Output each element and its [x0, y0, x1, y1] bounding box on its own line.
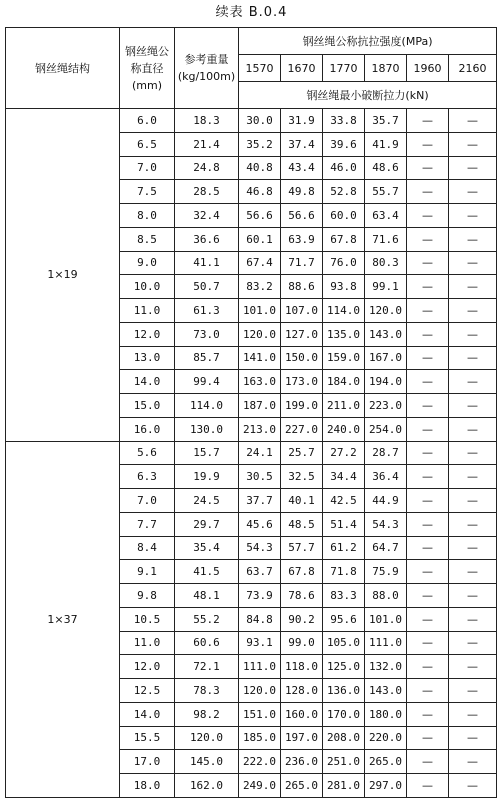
- force-cell: 40.8: [239, 156, 281, 180]
- force-cell: —: [407, 322, 449, 346]
- force-cell: 151.0: [239, 702, 281, 726]
- force-cell: 48.5: [281, 512, 323, 536]
- force-cell: —: [407, 204, 449, 228]
- force-cell: 31.9: [281, 109, 323, 133]
- force-cell: 125.0: [323, 655, 365, 679]
- force-cell: 265.0: [365, 750, 407, 774]
- force-cell: 28.7: [365, 441, 407, 465]
- force-cell: 67.8: [281, 560, 323, 584]
- force-cell: 71.7: [281, 251, 323, 275]
- force-cell: —: [449, 702, 497, 726]
- force-cell: 71.8: [323, 560, 365, 584]
- force-cell: —: [407, 441, 449, 465]
- force-cell: 249.0: [239, 774, 281, 798]
- force-cell: 44.9: [365, 489, 407, 513]
- diameter-cell: 7.0: [120, 156, 175, 180]
- force-cell: —: [407, 180, 449, 204]
- weight-cell: 28.5: [175, 180, 239, 204]
- force-cell: 227.0: [281, 417, 323, 441]
- force-cell: 36.4: [365, 465, 407, 489]
- force-cell: —: [449, 631, 497, 655]
- force-cell: 93.8: [323, 275, 365, 299]
- weight-cell: 130.0: [175, 417, 239, 441]
- force-cell: 51.4: [323, 512, 365, 536]
- force-cell: 88.0: [365, 584, 407, 608]
- force-cell: —: [407, 489, 449, 513]
- force-cell: —: [407, 132, 449, 156]
- force-cell: —: [407, 560, 449, 584]
- force-cell: 211.0: [323, 394, 365, 418]
- header-strength: 1570: [239, 55, 281, 82]
- force-cell: 99.1: [365, 275, 407, 299]
- force-cell: 127.0: [281, 322, 323, 346]
- force-cell: 33.8: [323, 109, 365, 133]
- force-cell: 265.0: [281, 774, 323, 798]
- force-cell: 170.0: [323, 702, 365, 726]
- weight-cell: 41.1: [175, 251, 239, 275]
- diameter-cell: 14.0: [120, 702, 175, 726]
- force-cell: 197.0: [281, 726, 323, 750]
- force-cell: 73.9: [239, 584, 281, 608]
- header-strength: 1770: [323, 55, 365, 82]
- weight-cell: 99.4: [175, 370, 239, 394]
- diameter-cell: 11.0: [120, 631, 175, 655]
- weight-cell: 15.7: [175, 441, 239, 465]
- force-cell: —: [407, 607, 449, 631]
- force-cell: 107.0: [281, 299, 323, 323]
- force-cell: 60.1: [239, 227, 281, 251]
- force-cell: —: [449, 275, 497, 299]
- force-cell: 128.0: [281, 679, 323, 703]
- force-cell: —: [407, 750, 449, 774]
- force-cell: 78.6: [281, 584, 323, 608]
- force-cell: 105.0: [323, 631, 365, 655]
- force-cell: —: [407, 227, 449, 251]
- force-cell: 35.2: [239, 132, 281, 156]
- force-cell: 41.9: [365, 132, 407, 156]
- force-cell: 57.7: [281, 536, 323, 560]
- force-cell: 251.0: [323, 750, 365, 774]
- force-cell: 95.6: [323, 607, 365, 631]
- force-cell: 114.0: [323, 299, 365, 323]
- diameter-cell: 12.5: [120, 679, 175, 703]
- force-cell: —: [449, 465, 497, 489]
- diameter-cell: 10.5: [120, 607, 175, 631]
- force-cell: 27.2: [323, 441, 365, 465]
- force-cell: 88.6: [281, 275, 323, 299]
- force-cell: —: [449, 536, 497, 560]
- force-cell: 199.0: [281, 394, 323, 418]
- force-cell: —: [407, 275, 449, 299]
- force-cell: 45.6: [239, 512, 281, 536]
- table-caption: 续表 B.0.4: [215, 5, 288, 20]
- header-structure: 钢丝绳结构: [6, 28, 120, 109]
- diameter-cell: 15.0: [120, 394, 175, 418]
- force-cell: 71.6: [365, 227, 407, 251]
- diameter-cell: 6.5: [120, 132, 175, 156]
- table-row: [6, 109, 497, 133]
- force-cell: —: [407, 394, 449, 418]
- force-cell: 281.0: [323, 774, 365, 798]
- force-cell: 194.0: [365, 370, 407, 394]
- weight-cell: 24.5: [175, 489, 239, 513]
- force-cell: —: [407, 702, 449, 726]
- force-cell: —: [449, 370, 497, 394]
- force-cell: —: [449, 512, 497, 536]
- force-cell: 173.0: [281, 370, 323, 394]
- weight-cell: 24.8: [175, 156, 239, 180]
- weight-cell: 60.6: [175, 631, 239, 655]
- force-cell: —: [407, 655, 449, 679]
- weight-cell: 78.3: [175, 679, 239, 703]
- diameter-cell: 9.8: [120, 584, 175, 608]
- force-cell: —: [407, 679, 449, 703]
- force-cell: 83.3: [323, 584, 365, 608]
- weight-cell: 50.7: [175, 275, 239, 299]
- force-cell: 101.0: [239, 299, 281, 323]
- diameter-cell: 7.0: [120, 489, 175, 513]
- diameter-cell: 8.0: [120, 204, 175, 228]
- weight-cell: 73.0: [175, 322, 239, 346]
- force-cell: 76.0: [323, 251, 365, 275]
- force-cell: 46.8: [239, 180, 281, 204]
- force-cell: 120.0: [365, 299, 407, 323]
- header-strength: 1960: [407, 55, 449, 82]
- force-cell: 80.3: [365, 251, 407, 275]
- force-cell: 30.0: [239, 109, 281, 133]
- force-cell: —: [449, 726, 497, 750]
- header-force-group: 钢丝绳最小破断拉力(kN): [239, 82, 497, 109]
- force-cell: 34.4: [323, 465, 365, 489]
- diameter-cell: 18.0: [120, 774, 175, 798]
- force-cell: 185.0: [239, 726, 281, 750]
- force-cell: 118.0: [281, 655, 323, 679]
- force-cell: 56.6: [239, 204, 281, 228]
- force-cell: —: [407, 512, 449, 536]
- weight-cell: 145.0: [175, 750, 239, 774]
- force-cell: 120.0: [239, 322, 281, 346]
- diameter-cell: 14.0: [120, 370, 175, 394]
- diameter-cell: 9.1: [120, 560, 175, 584]
- force-cell: —: [449, 417, 497, 441]
- force-cell: —: [449, 750, 497, 774]
- weight-cell: 120.0: [175, 726, 239, 750]
- force-cell: 101.0: [365, 607, 407, 631]
- force-cell: 254.0: [365, 417, 407, 441]
- force-cell: 111.0: [365, 631, 407, 655]
- force-cell: —: [407, 584, 449, 608]
- force-cell: 46.0: [323, 156, 365, 180]
- force-cell: 56.6: [281, 204, 323, 228]
- force-cell: 60.0: [323, 204, 365, 228]
- force-cell: 25.7: [281, 441, 323, 465]
- force-cell: 150.0: [281, 346, 323, 370]
- force-cell: —: [407, 251, 449, 275]
- wire-rope-table: [5, 27, 497, 798]
- force-cell: 63.7: [239, 560, 281, 584]
- force-cell: 160.0: [281, 702, 323, 726]
- force-cell: 136.0: [323, 679, 365, 703]
- diameter-cell: 5.6: [120, 441, 175, 465]
- force-cell: 220.0: [365, 726, 407, 750]
- diameter-cell: 6.3: [120, 465, 175, 489]
- force-cell: —: [449, 441, 497, 465]
- force-cell: 141.0: [239, 346, 281, 370]
- force-cell: 63.9: [281, 227, 323, 251]
- force-cell: 84.8: [239, 607, 281, 631]
- header-strength: 1670: [281, 55, 323, 82]
- force-cell: 35.7: [365, 109, 407, 133]
- force-cell: —: [449, 156, 497, 180]
- force-cell: —: [449, 679, 497, 703]
- diameter-cell: 17.0: [120, 750, 175, 774]
- force-cell: 236.0: [281, 750, 323, 774]
- force-cell: 143.0: [365, 322, 407, 346]
- force-cell: 83.2: [239, 275, 281, 299]
- force-cell: —: [449, 489, 497, 513]
- weight-cell: 35.4: [175, 536, 239, 560]
- force-cell: 93.1: [239, 631, 281, 655]
- table-header: [6, 28, 497, 109]
- diameter-cell: 16.0: [120, 417, 175, 441]
- force-cell: —: [449, 322, 497, 346]
- force-cell: —: [449, 774, 497, 798]
- weight-cell: 48.1: [175, 584, 239, 608]
- force-cell: 111.0: [239, 655, 281, 679]
- force-cell: 297.0: [365, 774, 407, 798]
- force-cell: 43.4: [281, 156, 323, 180]
- force-cell: 132.0: [365, 655, 407, 679]
- structure-cell: 1×19: [6, 109, 120, 442]
- diameter-cell: 7.5: [120, 180, 175, 204]
- force-cell: 187.0: [239, 394, 281, 418]
- force-cell: —: [407, 299, 449, 323]
- force-cell: 54.3: [365, 512, 407, 536]
- weight-cell: 18.3: [175, 109, 239, 133]
- diameter-cell: 10.0: [120, 275, 175, 299]
- force-cell: —: [449, 607, 497, 631]
- force-cell: 48.6: [365, 156, 407, 180]
- force-cell: 55.7: [365, 180, 407, 204]
- diameter-cell: 12.0: [120, 322, 175, 346]
- force-cell: 30.5: [239, 465, 281, 489]
- force-cell: —: [407, 774, 449, 798]
- weight-cell: 19.9: [175, 465, 239, 489]
- weight-cell: 36.6: [175, 227, 239, 251]
- force-cell: 24.1: [239, 441, 281, 465]
- force-cell: 37.7: [239, 489, 281, 513]
- force-cell: 61.2: [323, 536, 365, 560]
- force-cell: 67.8: [323, 227, 365, 251]
- diameter-cell: 7.7: [120, 512, 175, 536]
- force-cell: 52.8: [323, 180, 365, 204]
- force-cell: 75.9: [365, 560, 407, 584]
- weight-cell: 61.3: [175, 299, 239, 323]
- diameter-cell: 9.0: [120, 251, 175, 275]
- force-cell: 42.5: [323, 489, 365, 513]
- weight-cell: 41.5: [175, 560, 239, 584]
- force-cell: 213.0: [239, 417, 281, 441]
- structure-cell: 1×37: [6, 441, 120, 797]
- force-cell: —: [449, 204, 497, 228]
- force-cell: —: [449, 299, 497, 323]
- weight-cell: 55.2: [175, 607, 239, 631]
- force-cell: 90.2: [281, 607, 323, 631]
- force-cell: 143.0: [365, 679, 407, 703]
- header-strength: 2160: [449, 55, 497, 82]
- force-cell: 167.0: [365, 346, 407, 370]
- force-cell: —: [407, 726, 449, 750]
- header-strength: 1870: [365, 55, 407, 82]
- diameter-cell: 6.0: [120, 109, 175, 133]
- diameter-cell: 12.0: [120, 655, 175, 679]
- weight-cell: 114.0: [175, 394, 239, 418]
- weight-cell: 98.2: [175, 702, 239, 726]
- force-cell: 135.0: [323, 322, 365, 346]
- diameter-cell: 11.0: [120, 299, 175, 323]
- force-cell: 40.1: [281, 489, 323, 513]
- force-cell: —: [407, 631, 449, 655]
- force-cell: —: [449, 560, 497, 584]
- weight-cell: 85.7: [175, 346, 239, 370]
- force-cell: —: [449, 346, 497, 370]
- weight-cell: 21.4: [175, 132, 239, 156]
- force-cell: —: [407, 109, 449, 133]
- force-cell: 208.0: [323, 726, 365, 750]
- force-cell: —: [449, 584, 497, 608]
- force-cell: —: [449, 227, 497, 251]
- force-cell: —: [407, 346, 449, 370]
- force-cell: 49.8: [281, 180, 323, 204]
- table-body: [6, 109, 497, 798]
- force-cell: 222.0: [239, 750, 281, 774]
- diameter-cell: 8.5: [120, 227, 175, 251]
- force-cell: 67.4: [239, 251, 281, 275]
- header-diameter: 钢丝绳公称直径(mm): [120, 28, 175, 109]
- force-cell: 99.0: [281, 631, 323, 655]
- force-cell: 120.0: [239, 679, 281, 703]
- diameter-cell: 15.5: [120, 726, 175, 750]
- force-cell: —: [407, 536, 449, 560]
- table-row: [6, 441, 497, 465]
- force-cell: —: [407, 417, 449, 441]
- force-cell: 32.5: [281, 465, 323, 489]
- header-weight: 参考重量(kg/100m): [175, 28, 239, 109]
- force-cell: 240.0: [323, 417, 365, 441]
- force-cell: 159.0: [323, 346, 365, 370]
- force-cell: —: [407, 370, 449, 394]
- force-cell: 39.6: [323, 132, 365, 156]
- force-cell: 37.4: [281, 132, 323, 156]
- weight-cell: 72.1: [175, 655, 239, 679]
- force-cell: —: [449, 655, 497, 679]
- weight-cell: 162.0: [175, 774, 239, 798]
- force-cell: —: [407, 156, 449, 180]
- weight-cell: 29.7: [175, 512, 239, 536]
- header-strength-group: 钢丝绳公称抗拉强度(MPa): [239, 28, 497, 55]
- force-cell: —: [449, 132, 497, 156]
- force-cell: 64.7: [365, 536, 407, 560]
- force-cell: 223.0: [365, 394, 407, 418]
- weight-cell: 32.4: [175, 204, 239, 228]
- force-cell: 180.0: [365, 702, 407, 726]
- force-cell: 163.0: [239, 370, 281, 394]
- force-cell: 63.4: [365, 204, 407, 228]
- force-cell: —: [449, 180, 497, 204]
- force-cell: —: [449, 394, 497, 418]
- force-cell: 54.3: [239, 536, 281, 560]
- force-cell: —: [407, 465, 449, 489]
- force-cell: —: [449, 109, 497, 133]
- diameter-cell: 8.4: [120, 536, 175, 560]
- force-cell: 184.0: [323, 370, 365, 394]
- force-cell: —: [449, 251, 497, 275]
- diameter-cell: 13.0: [120, 346, 175, 370]
